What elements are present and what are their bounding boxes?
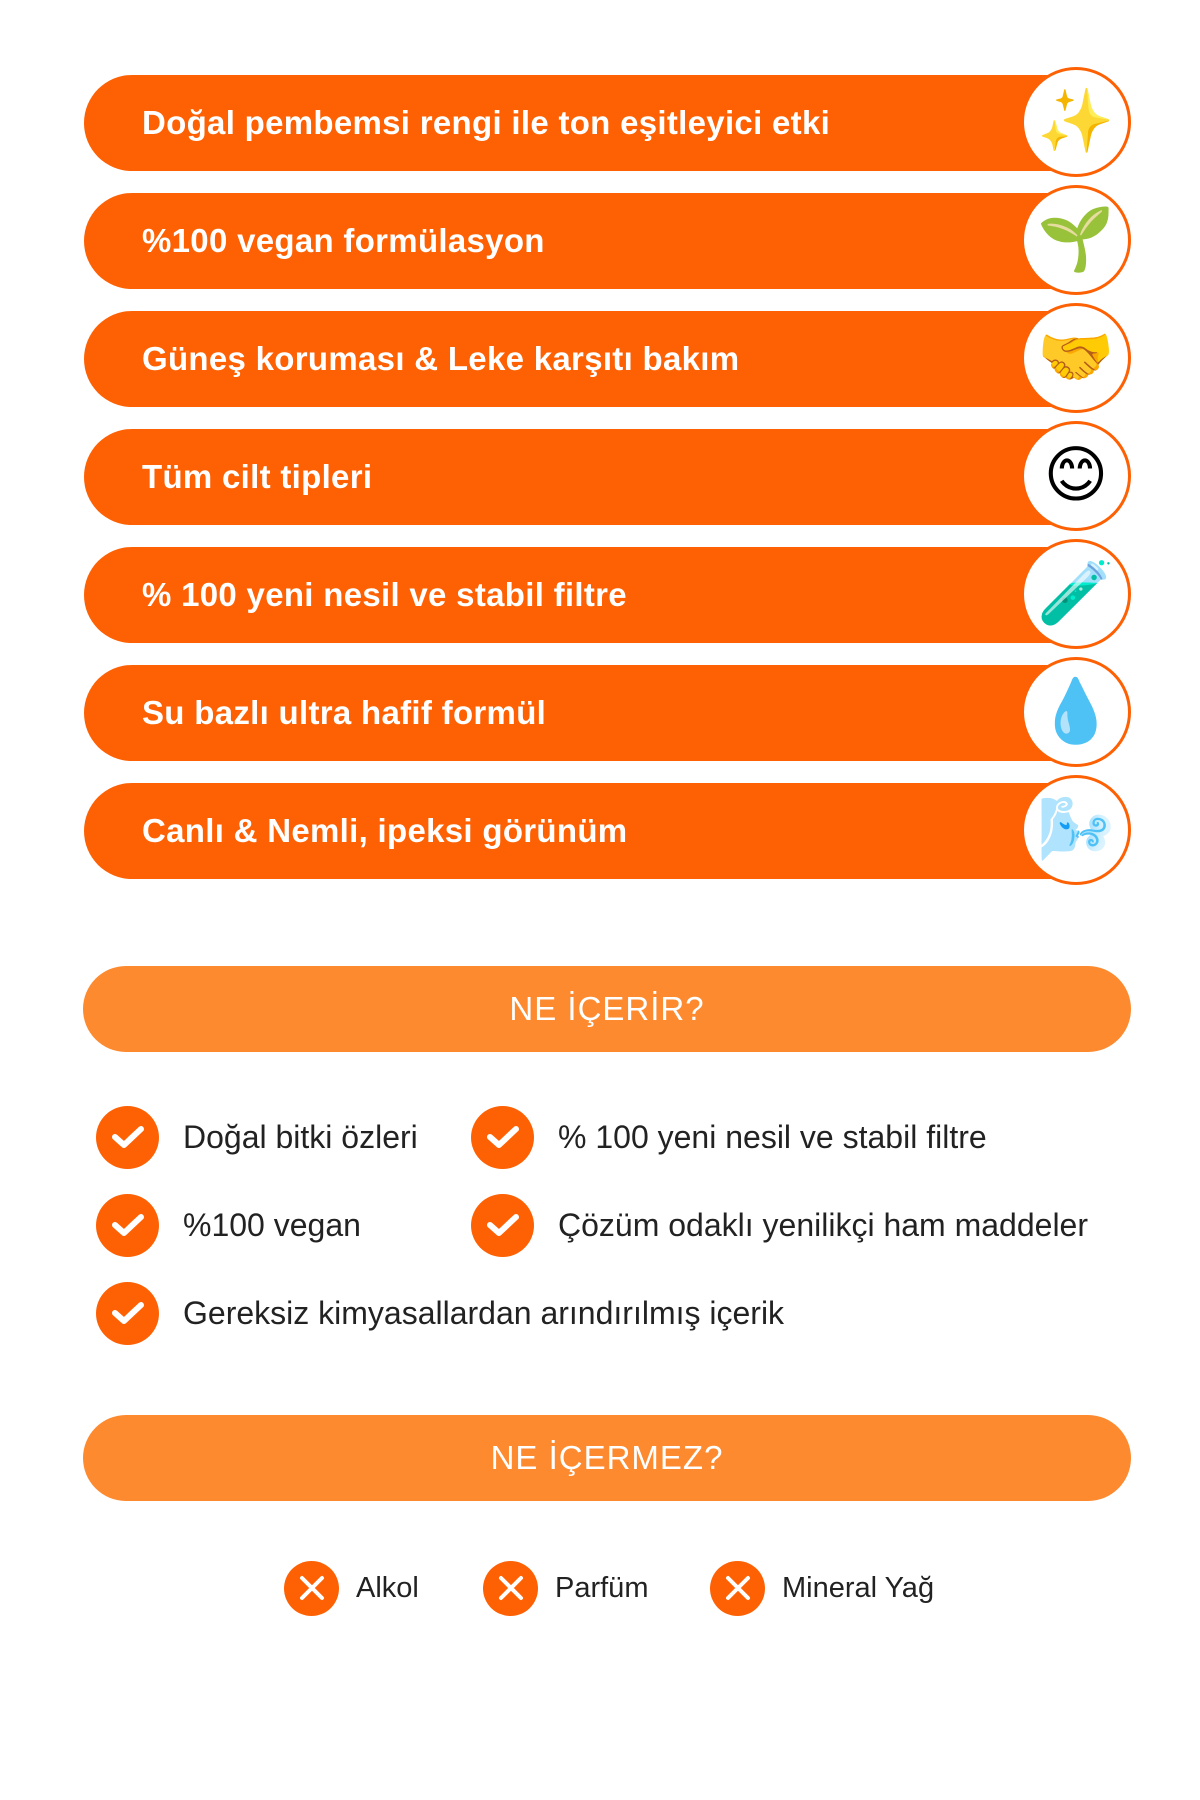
feature-item <box>84 656 1132 774</box>
test-tube-icon: 🧪 <box>1021 539 1131 649</box>
contains-item-label: Gereksiz kimyasallardan arındırılmış içerik <box>183 1294 785 1331</box>
feature-item <box>84 538 1132 656</box>
feature-label: Tüm cilt tipleri <box>142 458 373 495</box>
feature-item <box>84 302 1132 420</box>
contains-title: NE İÇERİR? <box>509 990 705 1027</box>
sparkles-icon: ✨ <box>1021 67 1131 177</box>
excludes-item <box>483 1560 648 1616</box>
excludes-title: NE İÇERMEZ? <box>490 1439 724 1476</box>
check-icon <box>471 1106 534 1169</box>
contains-section-header <box>83 966 1131 1052</box>
contains-item-label: % 100 yeni nesil ve stabil filtre <box>558 1118 987 1155</box>
feature-item <box>84 184 1132 302</box>
feature-pill <box>84 75 1084 171</box>
seedling-icon: 🌱 <box>1021 185 1131 295</box>
handshake-icon: 🤝 <box>1021 303 1131 413</box>
feature-list <box>84 66 1132 892</box>
droplet-icon: 💧 <box>1021 657 1131 767</box>
smiling-face-icon: 😊 <box>1021 421 1131 531</box>
contains-item-label: %100 vegan <box>183 1206 361 1243</box>
contains-item <box>96 1281 784 1345</box>
feature-label: % 100 yeni nesil ve stabil filtre <box>142 576 627 613</box>
contains-item-label: Çözüm odaklı yenilikçi ham maddeler <box>558 1206 1088 1243</box>
feature-pill <box>84 665 1084 761</box>
excludes-section-header <box>83 1415 1131 1501</box>
feature-pill <box>84 193 1084 289</box>
contains-item-label: Doğal bitki özleri <box>183 1118 418 1155</box>
feature-pill <box>84 783 1084 879</box>
excludes-item-label: Parfüm <box>555 1571 649 1604</box>
excludes-item-label: Mineral Yağ <box>782 1571 935 1604</box>
contains-item <box>96 1193 361 1257</box>
feature-label: Doğal pembemsi rengi ile ton eşitleyici etki <box>142 104 831 141</box>
excludes-item <box>710 1560 934 1616</box>
excludes-item-label: Alkol <box>356 1571 419 1604</box>
excludes-item <box>284 1560 419 1616</box>
check-icon <box>96 1106 159 1169</box>
feature-pill <box>84 547 1084 643</box>
feature-item <box>84 774 1132 892</box>
contains-item <box>96 1105 418 1169</box>
check-icon <box>96 1282 159 1345</box>
feature-label: Su bazlı ultra hafif formül <box>142 694 547 731</box>
feature-item <box>84 66 1132 184</box>
contains-item <box>471 1105 987 1169</box>
contains-item <box>471 1193 1088 1257</box>
wind-face-icon: 🌬️ <box>1021 775 1131 885</box>
x-icon <box>710 1561 765 1616</box>
x-icon <box>284 1561 339 1616</box>
x-icon <box>483 1561 538 1616</box>
feature-pill <box>84 311 1084 407</box>
feature-label: Canlı & Nemli, ipeksi görünüm <box>142 812 628 849</box>
feature-item <box>84 420 1132 538</box>
check-icon <box>96 1194 159 1257</box>
check-icon <box>471 1194 534 1257</box>
feature-label: Güneş koruması & Leke karşıtı bakım <box>142 340 740 377</box>
feature-label: %100 vegan formülasyon <box>142 222 545 259</box>
feature-pill <box>84 429 1084 525</box>
